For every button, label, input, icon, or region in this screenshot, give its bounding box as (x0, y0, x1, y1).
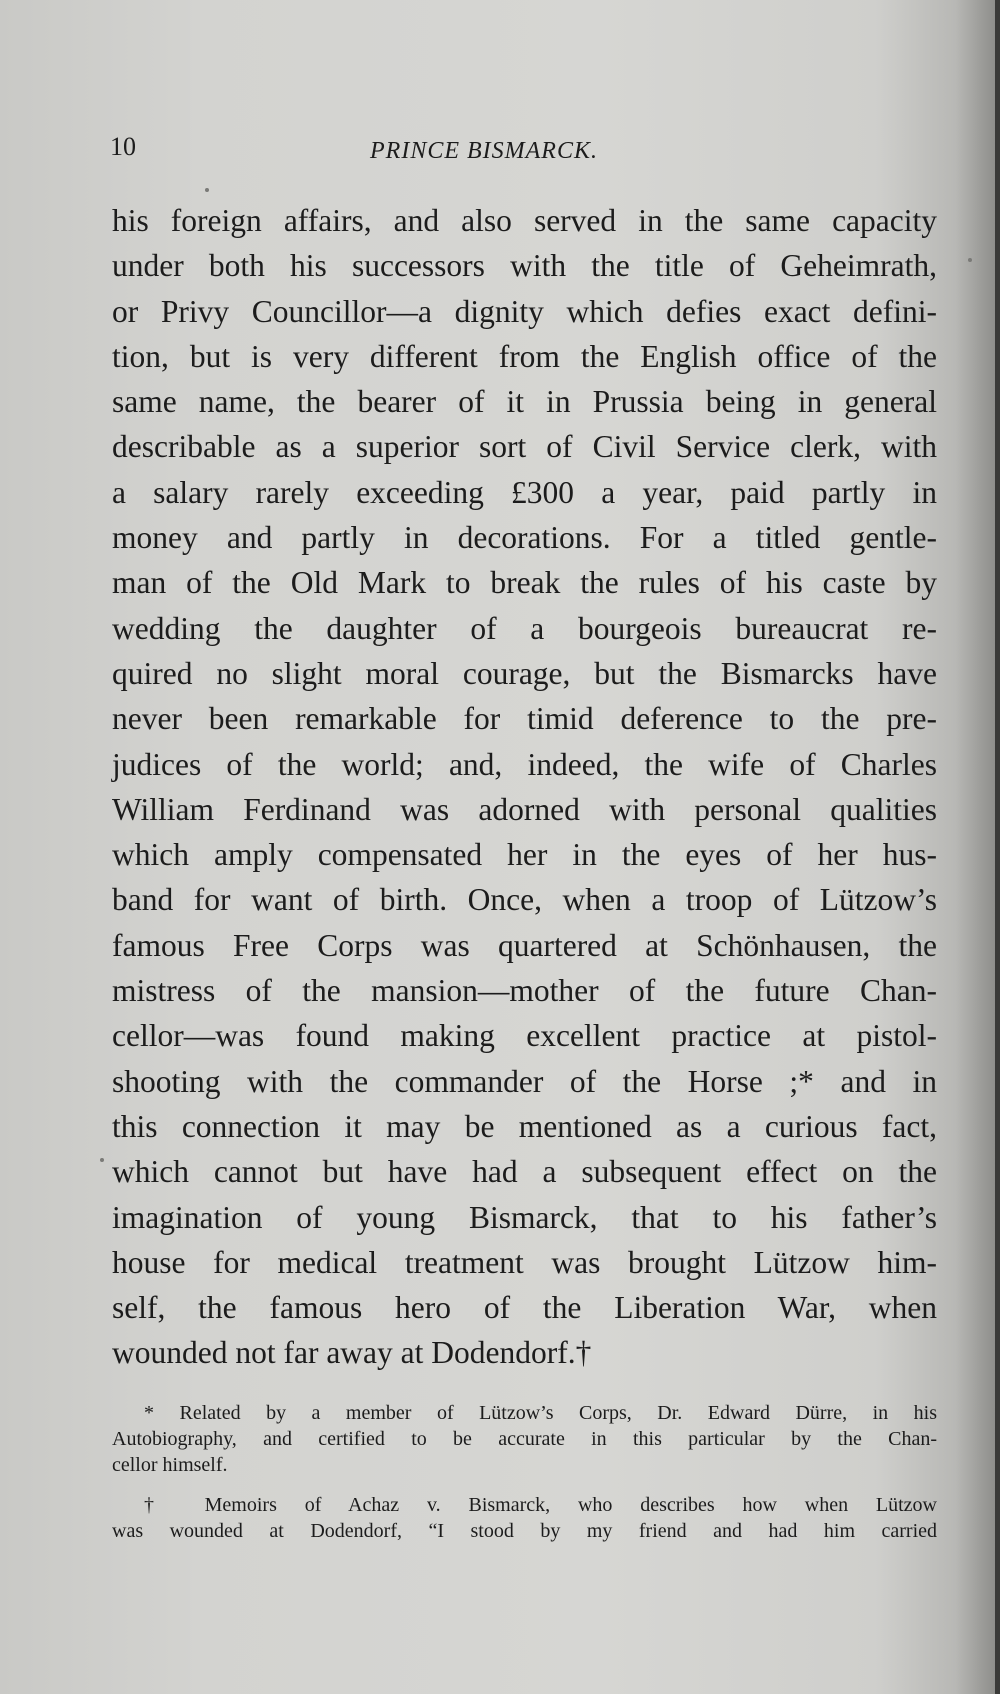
body-line: same name, the bearer of it in Prussia being in general (112, 384, 937, 420)
body-line: wedding the daughter of a bourgeois bureaucrat re- (112, 610, 937, 646)
body-line: wounded not far away at Dodendorf.† (112, 1335, 592, 1371)
footnotes (112, 1400, 937, 1558)
body-line: cellor—was found making excellent practice at pistol- (112, 1018, 937, 1054)
body-line: tion, but is very different from the English office of the (112, 338, 937, 374)
footnote-line: † Memoirs of Achaz v. Bismarck, who describes how when Lützow (144, 1494, 937, 1516)
body-line: self, the famous hero of the Liberation War, when (112, 1290, 937, 1326)
paper-speck (100, 1158, 104, 1162)
footnote-line: was wounded at Dodendorf, “I stood by my friend and had him carried (112, 1520, 937, 1542)
body-line: judices of the world; and, indeed, the wife of Charles (112, 746, 937, 782)
body-line: money and partly in decorations. For a titled gentle- (112, 520, 937, 556)
footnote-dagger (112, 1492, 937, 1544)
body-line: a salary rarely exceeding £300 a year, paid partly in (112, 474, 937, 510)
body-line: under both his successors with the title of Geheimrath, (112, 248, 937, 284)
body-line: man of the Old Mark to break the rules of his caste by (112, 565, 937, 601)
body-line: shooting with the commander of the Horse ;* and in (112, 1063, 937, 1099)
body-line: which cannot but have had a subsequent effect on the (112, 1154, 937, 1190)
running-title: PRINCE BISMARCK. (370, 138, 598, 164)
body-line: famous Free Corps was quartered at Schönhausen, the (112, 927, 937, 963)
body-line: quired no slight moral courage, but the Bismarcks have (112, 655, 937, 691)
body-line: never been remarkable for timid deference to the pre- (112, 701, 937, 737)
body-line: mistress of the mansion—mother of the future Chan- (112, 973, 937, 1009)
page-header (110, 132, 930, 172)
footnote-line: Autobiography, and certified to be accurate in this particular by the Chan- (112, 1428, 937, 1450)
paper-speck (968, 258, 972, 262)
body-line: describable as a superior sort of Civil Service clerk, with (112, 429, 937, 465)
footnote-asterisk (112, 1400, 937, 1478)
body-text (112, 198, 937, 1376)
paper-speck (205, 188, 209, 192)
body-line: William Ferdinand was adorned with personal qualities (112, 791, 937, 827)
footnote-line: cellor himself. (112, 1454, 228, 1476)
page-number: 10 (110, 132, 136, 161)
body-line: or Privy Councillor—a dignity which defies exact defini- (112, 293, 937, 329)
footnote-line: * Related by a member of Lützow’s Corps, Dr. Edward Dürre, in his (144, 1402, 937, 1424)
body-line: this connection it may be mentioned as a curious fact, (112, 1108, 937, 1144)
body-line: his foreign affairs, and also served in the same capacity (112, 203, 937, 238)
body-line: band for want of birth. Once, when a troop of Lützow’s (112, 882, 937, 918)
body-line: which amply compensated her in the eyes of her hus- (112, 837, 937, 873)
body-line: house for medical treatment was brought Lützow him- (112, 1244, 937, 1280)
body-line: imagination of young Bismarck, that to his father’s (112, 1199, 937, 1235)
